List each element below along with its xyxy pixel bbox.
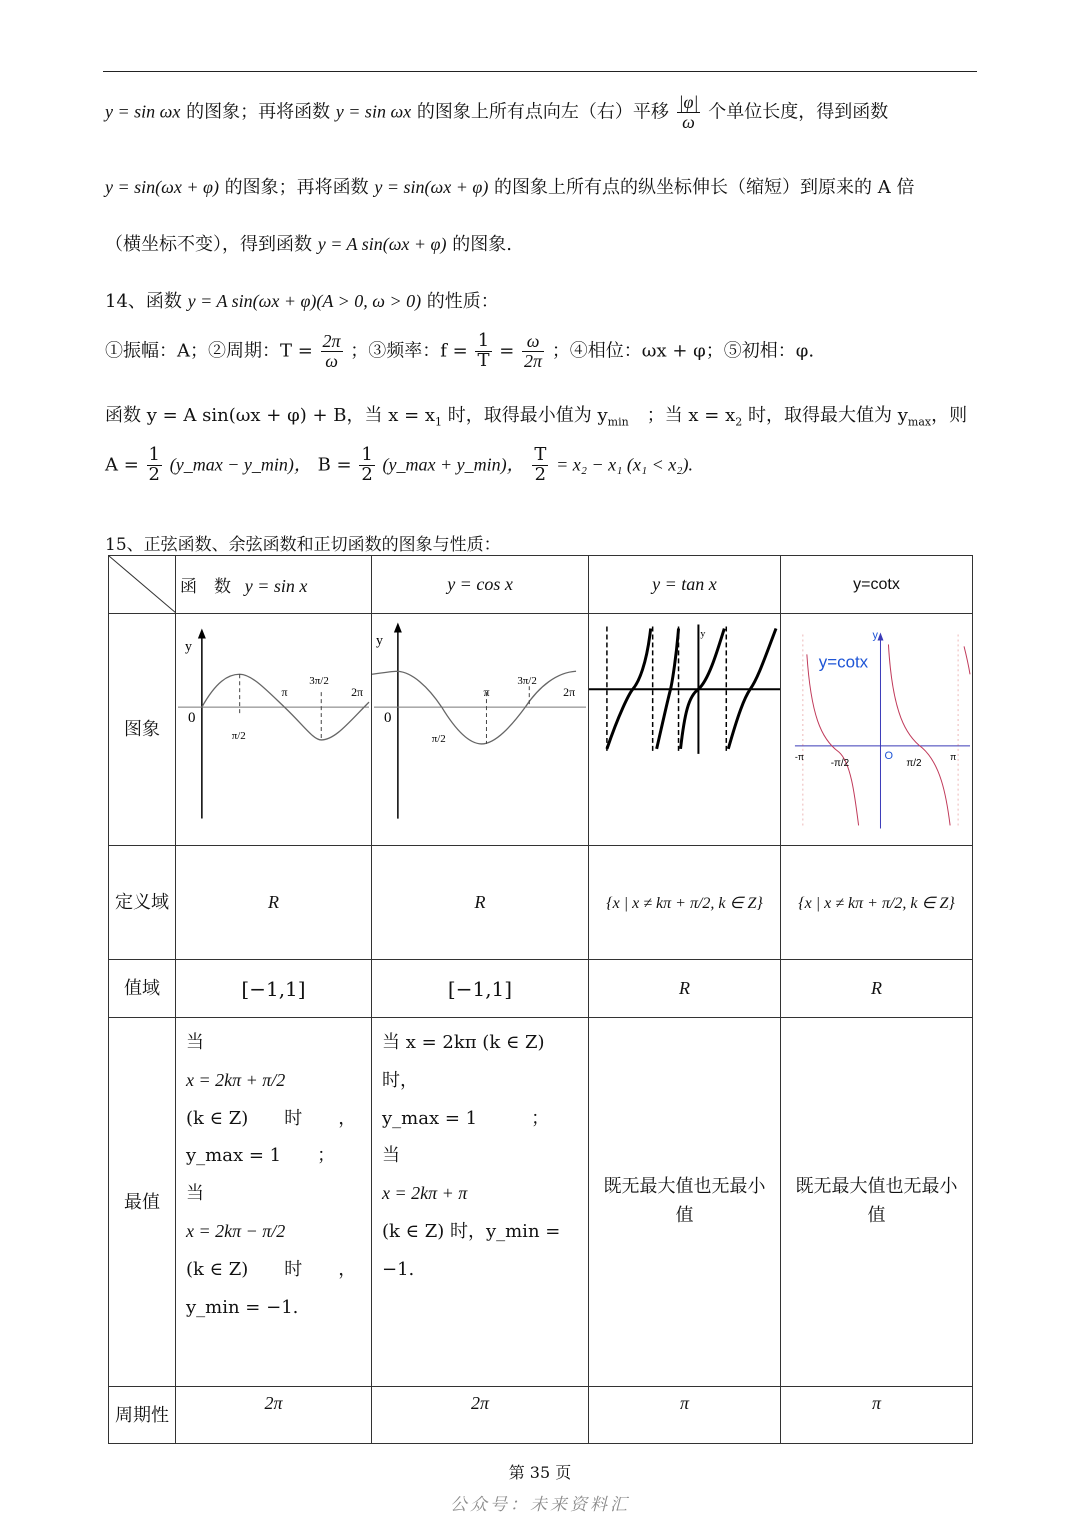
formula: (y_max − y_min)，	[169, 454, 312, 475]
item14-minmax-line	[105, 401, 967, 429]
corner-top-label: 函 数	[180, 577, 231, 597]
domain-cos: R	[372, 846, 589, 960]
extrema-line: (k ∈ Z) 时 ，	[186, 1107, 357, 1129]
row-label-extrema: 最值	[109, 1018, 176, 1387]
domain-sin: R	[176, 846, 372, 960]
text: A =	[105, 454, 145, 476]
extrema-line: y_max = 1 ； 当	[382, 1107, 595, 1167]
tick-label: 3π/2	[309, 675, 329, 688]
tick-label: -π/2	[830, 757, 850, 769]
text: 14、函数	[105, 291, 188, 312]
axis-label: y	[700, 628, 706, 640]
freq-fraction-2: $\frac{\omega}{2\pi}$	[524, 331, 543, 371]
item14-properties	[105, 332, 814, 371]
text: ；当 x = x	[646, 405, 736, 426]
cot-graph	[781, 614, 972, 840]
extrema-tan: 既无最大值也无最小值	[589, 1018, 781, 1387]
tick-label: 2π	[351, 685, 364, 700]
graph-cot-cell	[781, 614, 973, 846]
origin-label: O	[884, 749, 893, 762]
domain-row	[109, 846, 973, 960]
extrema-sin	[176, 1018, 372, 1387]
period-tan: π	[589, 1387, 781, 1444]
period-row	[109, 1387, 973, 1444]
range-cot: R	[781, 960, 973, 1018]
origin-label: 0	[383, 710, 392, 727]
formula: y = sin(ωx + φ)	[374, 177, 489, 197]
tick-label: π/2	[431, 732, 446, 745]
extrema-line: x = 2kπ − π/2	[186, 1220, 286, 1241]
text: 的性质：	[421, 291, 499, 312]
extrema-line: x = 2kπ + π/2	[186, 1069, 286, 1090]
page-number: 第 35 页	[508, 1463, 572, 1482]
B-fraction: $\frac{1}{2}$	[361, 444, 373, 485]
row-label-range: 值域	[109, 960, 176, 1018]
extrema-line: 当	[186, 1032, 204, 1053]
subscript: max	[907, 415, 932, 429]
extrema-cot: 既无最大值也无最小值	[781, 1018, 973, 1387]
extrema-cos	[372, 1018, 595, 1387]
tick-label: π	[950, 751, 957, 762]
text: B =	[317, 454, 358, 476]
formula: y = A sin(ωx + φ)	[317, 234, 447, 254]
text: 个单位长度，得到函数	[708, 101, 889, 123]
subscript: min	[607, 415, 629, 429]
formula: y = sin ωx	[335, 101, 412, 122]
domain-cot: {x | x ≠ kπ + π/2, k ∈ Z}	[781, 846, 973, 960]
tick-label: 2π	[563, 685, 576, 700]
tick-label: π	[281, 685, 288, 700]
extrema-row	[109, 1018, 973, 1387]
tick-label: π	[483, 685, 490, 700]
range-sin: [−1,1]	[176, 960, 372, 1018]
row-label-graph: 图象	[109, 614, 176, 846]
tick-label: -π	[794, 751, 805, 762]
axis-label: y	[184, 639, 192, 655]
col-header-sin: y = sin x	[244, 576, 308, 596]
extrema-line: (k ∈ Z) 时 ，	[186, 1258, 357, 1280]
tan-graph	[589, 614, 780, 840]
text: 的图象.	[446, 234, 512, 255]
graph-row	[109, 614, 973, 846]
period-cos: 2π	[372, 1387, 589, 1444]
tick-label: π/2	[906, 757, 922, 769]
table-header-row	[109, 556, 973, 614]
formula: (y_max + y_min)，	[382, 454, 525, 475]
corner-diagonal	[109, 556, 176, 613]
range-row	[109, 960, 973, 1018]
subscript: 2	[735, 415, 743, 429]
text: 的图象；再将函数	[218, 177, 375, 198]
text: 的图象上所有点的纵坐标伸长（缩短）到原来的 A 倍	[488, 177, 915, 198]
cos-graph	[372, 614, 588, 840]
formula: y = A sin(ωx + φ)(A > 0, ω > 0)	[187, 291, 422, 311]
extrema-line: y_min = −1.	[186, 1296, 299, 1318]
paragraph-line-3	[105, 230, 512, 256]
subscript: 1	[435, 415, 443, 429]
graph-cos-cell	[372, 614, 589, 846]
axis-label: y	[375, 633, 383, 649]
text: 函数 y = A sin(ωx + φ) + B，当 x = x	[105, 405, 436, 426]
graph-sin-cell	[176, 614, 372, 846]
sin-graph	[176, 614, 371, 840]
text: ，则	[931, 405, 968, 426]
freq-fraction-1: $\frac{1}{T}$	[477, 330, 490, 371]
origin-label: 0	[187, 710, 196, 727]
period-fraction: $\frac{2\pi}{\omega}$	[322, 331, 341, 371]
trig-properties-table	[108, 555, 973, 1444]
formula: = x₂ − x₁ (x₁ < x₂).	[556, 454, 694, 475]
T-fraction: $\frac{T}{2}$	[534, 444, 547, 485]
header-sin	[176, 556, 372, 614]
domain-tan: {x | x ≠ kπ + π/2, k ∈ Z}	[589, 846, 781, 960]
item14-heading	[105, 287, 499, 313]
shift-fraction: $\frac{|\varphi|}{\omega}$	[678, 92, 699, 132]
text: ①振幅：A；②周期：T =	[105, 340, 319, 362]
extrema-line: x = 2kπ + π	[382, 1183, 468, 1204]
text: （横坐标不变），得到函数	[105, 234, 318, 255]
range-cos: [−1,1]	[372, 960, 589, 1018]
A-fraction: $\frac{1}{2}$	[148, 444, 160, 485]
period-sin: 2π	[176, 1387, 372, 1444]
tick-label: 3π/2	[517, 675, 537, 688]
header-rule	[103, 71, 977, 72]
axis-label: y	[872, 629, 878, 642]
item15-heading: 15、正弦函数、余弦函数和正切函数的图象与性质：	[105, 535, 501, 555]
period-cot: π	[781, 1387, 973, 1444]
tick-label: π/2	[231, 729, 246, 742]
watermark: 公众号：未来资料汇	[450, 1495, 630, 1515]
text: =	[499, 340, 521, 362]
graph-tan-cell	[589, 614, 781, 846]
col-header-cos: y = cos x	[372, 556, 589, 614]
extrema-line: 当 x = 2kπ (k ∈ Z) 时，	[382, 1032, 545, 1091]
row-label-period: 周期性	[109, 1387, 176, 1444]
col-header-cot: y=cotx	[781, 556, 973, 614]
text: ；③频率：f =	[350, 340, 474, 362]
text: 时，取得最小值为 y	[442, 405, 608, 426]
formula: y = sin ωx	[105, 101, 181, 122]
col-header-tan: y = tan x	[589, 556, 781, 614]
extrema-line: y_max = 1 ； 当	[186, 1145, 363, 1205]
corner-cell	[109, 556, 176, 614]
paragraph-line-1	[105, 93, 888, 132]
row-label-domain: 定义域	[109, 846, 176, 960]
text: 的图象；再将函数	[180, 101, 336, 123]
cot-title: y=cotx	[818, 652, 869, 672]
range-tan: R	[589, 960, 781, 1018]
text: 时，取得最大值为 y	[742, 405, 908, 426]
text: ；④相位：ωx + φ；⑤初相：φ.	[551, 340, 815, 362]
extrema-line: (k ∈ Z) 时，y_min = −1.	[382, 1220, 561, 1280]
item14-ab-formulas	[105, 446, 693, 485]
paragraph-line-2	[105, 173, 915, 199]
text: 的图象上所有点向左（右）平移	[411, 101, 669, 123]
formula: y = sin(ωx + φ)	[105, 177, 219, 197]
